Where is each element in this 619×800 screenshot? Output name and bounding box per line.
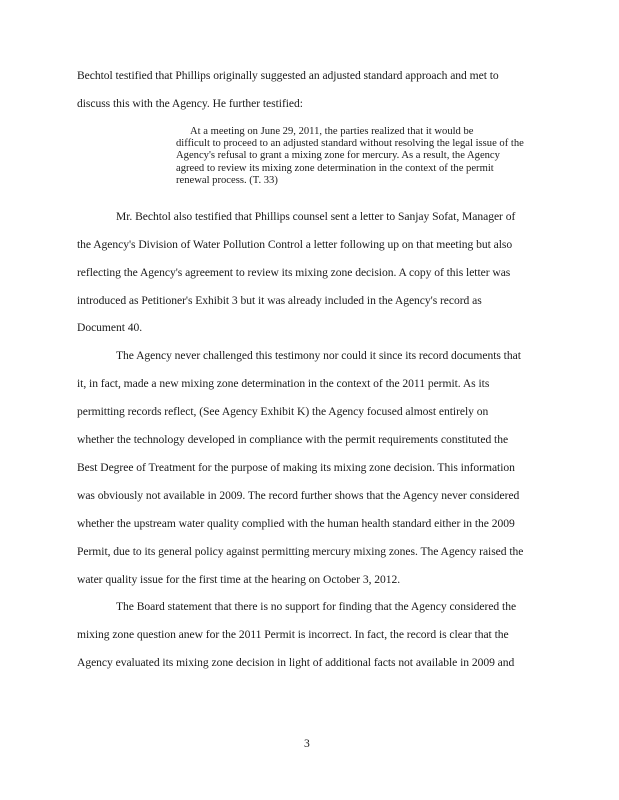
paragraph-2-line-9: water quality issue for the first time at the hearing on October 3, 2012. — [77, 573, 401, 586]
paragraph-3-line-1: The Board statement that there is no support for finding that the Agency considered the — [116, 600, 517, 613]
paragraph-3-line-2: mixing zone question anew for the 2011 Permit is incorrect. In fact, the record is clear that the — [77, 628, 509, 641]
paragraph-2-line-4: whether the technology developed in compliance with the permit requirements constituted the — [77, 433, 509, 446]
paragraph-2-line-1: The Agency never challenged this testimony nor could it since its record documents that — [116, 349, 521, 362]
block-quote-line-4: agreed to review its mixing zone determination in the context of the permit — [176, 163, 494, 174]
block-quote-line-1: At a meeting on June 29, 2011, the parties realized that it would be — [190, 126, 474, 137]
paragraph-2-line-6: was obviously not available in 2009. The record further shows that the Agency never considered — [77, 489, 520, 502]
intro-line-2: discuss this with the Agency. He further testified: — [77, 97, 303, 110]
block-quote-line-5: renewal process. (T. 33) — [176, 175, 278, 186]
paragraph-1-line-5: Document 40. — [77, 321, 143, 334]
paragraph-2-line-5: Best Degree of Treatment for the purpose of making its mixing zone decision. This information — [77, 461, 515, 474]
paragraph-2-line-3: permitting records reflect, (See Agency Exhibit K) the Agency focused almost entirely on — [77, 405, 489, 418]
page-number: 3 — [304, 737, 310, 750]
paragraph-2-line-2: it, in fact, made a new mixing zone determination in the context of the 2011 permit. As its — [77, 377, 490, 390]
paragraph-2-line-7: whether the upstream water quality complied with the human health standard either in the 2009 — [77, 517, 515, 530]
paragraph-1-line-1: Mr. Bechtol also testified that Phillips counsel sent a letter to Sanjay Sofat, Manager of — [116, 210, 516, 223]
paragraph-1-line-4: introduced as Petitioner's Exhibit 3 but it was already included in the Agency's record as — [77, 294, 482, 307]
paragraph-2-line-8: Permit, due to its general policy against permitting mercury mixing zones. The Agency raised the — [77, 545, 524, 558]
paragraph-3-line-3: Agency evaluated its mixing zone decision in light of additional facts not available in 2009 and — [77, 656, 515, 669]
block-quote-line-2: difficult to proceed to an adjusted standard without resolving the legal issue of the — [176, 138, 524, 149]
block-quote-line-3: Agency's refusal to grant a mixing zone for mercury. As a result, the Agency — [176, 150, 500, 161]
paragraph-1-line-2: the Agency's Division of Water Pollution Control a letter following up on that meeting but also — [77, 238, 513, 251]
paragraph-1-line-3: reflecting the Agency's agreement to review its mixing zone decision. A copy of this letter was — [77, 266, 511, 279]
intro-line-1: Bechtol testified that Phillips originally suggested an adjusted standard approach and met to — [77, 69, 499, 82]
